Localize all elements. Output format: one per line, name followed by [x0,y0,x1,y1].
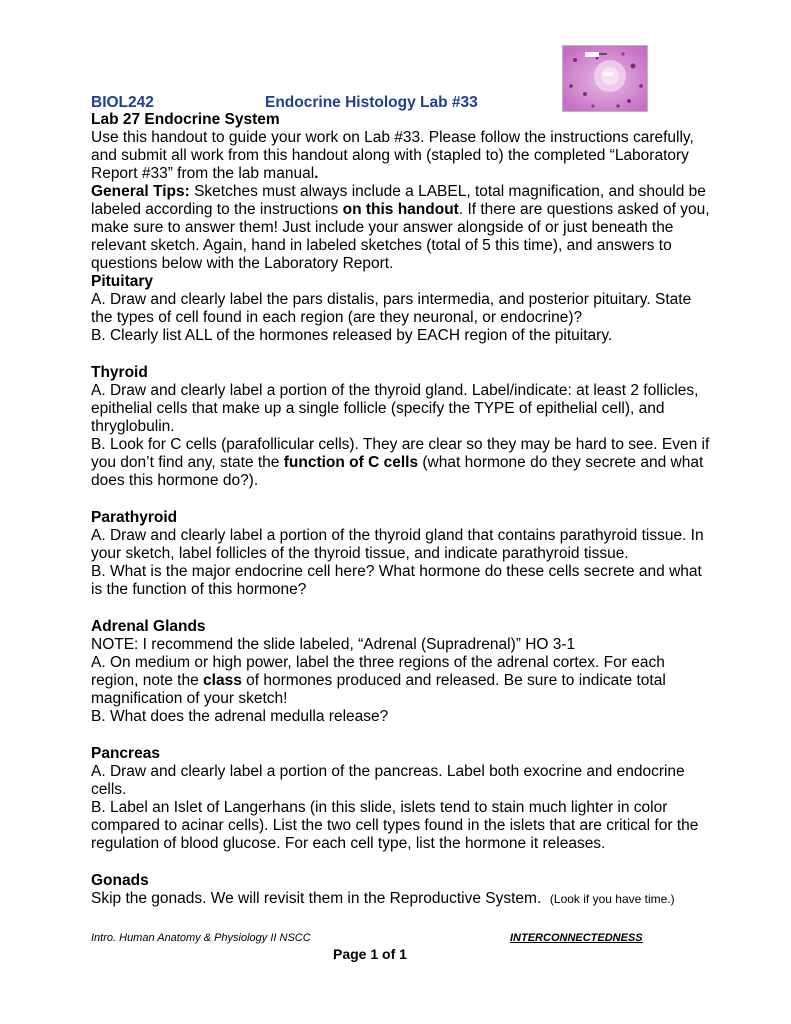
course-code: BIOL242 [91,94,154,111]
gonads-note: (Look if you have time.) [549,892,675,906]
gonads-text-paragraph [91,890,711,908]
general-tips-text-1: Sketches must always include a LABEL, total magnification, and should be labeled according to the instructions [91,183,706,218]
lab-heading: Lab 27 Endocrine System [91,111,280,128]
histology-micrograph [563,46,648,112]
intro-paragraph [91,129,711,183]
pituitary-heading: Pituitary [91,273,154,290]
document-title: Endocrine Histology Lab #33 [265,94,478,111]
histology-image [562,45,648,112]
thyroid-question-b [91,436,711,490]
parathyroid-question-a: A. Draw and clearly label a portion of the thyroid gland that contains parathyroid tissue. In your sketch, label follicles of the thyroid tissue, and indicate parathyroid tissue. [91,527,704,562]
footer-theme: INTERCONNECTEDNESS [510,932,643,944]
spacer [91,345,711,364]
thyroid-question-a: A. Draw and clearly label a portion of the thyroid gland. Label/indicate: at least 2 follicles, epithelial cells that make up a single follicle (specify the TYPE of epithelial cell), and thryglobulin. [91,382,699,435]
parathyroid-question-b: B. What is the major endocrine cell here? What hormone do these cells secrete and what is the function of this hormone? [91,563,702,598]
thyroid-b-text-2: (what hormone do they secrete and what does this hormone do?). [91,454,704,489]
general-tips-bold: on this handout [342,201,459,218]
adrenal-a-text-1: A. On medium or high power, label the three regions of the adrenal cortex. For each region, note the [91,654,665,689]
adrenal-question-a [91,654,711,708]
parathyroid-heading: Parathyroid [91,509,178,526]
gonads-heading: Gonads [91,872,149,889]
intro-text: Use this handout to guide your work on Lab #33. Please follow the instructions carefully, and submit all work from this handout along with (stapled to) the completed “Laboratory Report #33” from the lab manual [91,129,694,182]
pancreas-heading: Pancreas [91,745,160,762]
spacer [91,490,711,509]
page-number: Page 1 of 1 [333,946,407,962]
general-tips-text-2: . If there are questions asked of you, make sure to answer them! Just include your answer alongside of or just beneath the relevant sketch. Again, hand in labeled sketches (total of 5 this time), and answers to questions below with the Laboratory Report. [91,201,710,272]
general-tips-paragraph [91,183,711,273]
pancreas-question-b: B. Label an Islet of Langerhans (in this slide, islets tend to stain much lighter in color compared to acinar cells). List the two cell types found in the islets that are critical for the regulation of blood glucose. For each cell type, list the hormone it releases. [91,799,699,852]
adrenal-note: NOTE: I recommend the slide labeled, “Adrenal (Supradrenal)” HO 3-1 [91,636,576,653]
footer-course-name: Intro. Human Anatomy & Physiology II NSCC [91,932,311,944]
pituitary-question-a: A. Draw and clearly label the pars distalis, pars intermedia, and posterior pituitary. State the types of cell found in each region (are they neuronal, or endocrine)? [91,291,692,326]
thyroid-b-bold: function of C cells [283,454,419,471]
thyroid-b-text-1: B. Look for C cells (parafollicular cells). They are clear so they may be hard to see. Even if you don’t find any, state the [91,436,710,471]
gonads-text: Skip the gonads. We will revisit them in the Reproductive System. [91,890,542,907]
spacer [91,853,711,872]
adrenal-a-text-2: of hormones produced and released. Be sure to indicate total magnification of your sketch! [91,672,666,707]
spacer [91,599,711,618]
pituitary-question-b: B. Clearly list ALL of the hormones released by EACH region of the pituitary. [91,327,613,344]
pancreas-question-a: A. Draw and clearly label a portion of the pancreas. Label both exocrine and endocrine cells. [91,763,685,798]
thyroid-heading: Thyroid [91,364,148,381]
adrenal-a-bold: class [203,672,242,689]
document-body [91,111,711,908]
adrenal-heading: Adrenal Glands [91,618,206,635]
spacer [91,726,711,745]
general-tips-label: General Tips: [91,183,190,200]
intro-text-end: . [314,165,319,182]
adrenal-question-b: B. What does the adrenal medulla release? [91,708,389,725]
